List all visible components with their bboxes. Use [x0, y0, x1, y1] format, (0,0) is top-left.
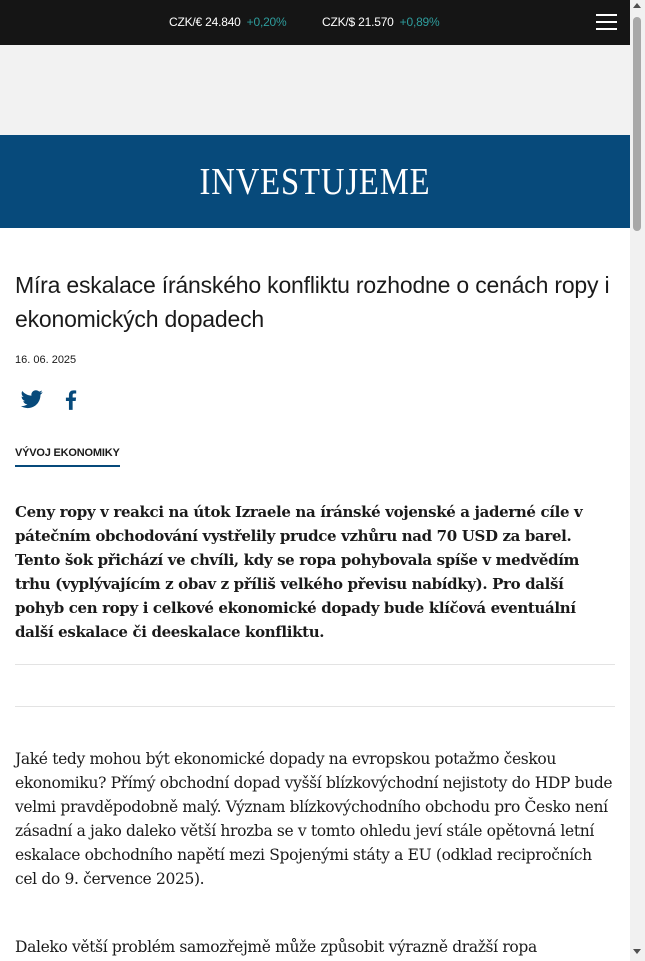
scrollbar[interactable] — [630, 0, 645, 961]
scrollbar-thumb[interactable] — [633, 17, 641, 231]
article-paragraph: Daleko větší problém samozřejmě může způsobit výrazně dražší ropa — [15, 938, 537, 956]
ticker-eur[interactable] — [169, 15, 287, 29]
ticker-usd-change: +0,89% — [399, 15, 440, 29]
divider — [15, 664, 615, 665]
category-tag[interactable]: VÝVOJ EKONOMIKY — [15, 447, 120, 467]
article-date: 16. 06. 2025 — [15, 354, 77, 366]
hamburger-menu-icon[interactable] — [596, 14, 617, 31]
scroll-down-arrow-icon[interactable] — [633, 949, 641, 954]
ticker-eur-label: CZK/€ 24.840 — [169, 15, 241, 29]
article-lead: Ceny ropy v reakci na útok Izraele na íránské vojenské a jaderné cíle v pátečním obchodování vystřelily prudce vzhůru nad 70 USD za barel. Tento šok přichází ve chvíli, kdy se ropa pohybovala spíše v medvědím trhu (vyplývajícím z obav z příliš velkého převisu nabídky). Pro další pohyb cen ropy i celkové ekonomické dopady bude klíčová eventuální další eskalace či deeskalace konfliktu. — [15, 503, 583, 641]
twitter-icon[interactable] — [20, 386, 46, 412]
scroll-up-arrow-icon[interactable] — [633, 3, 641, 8]
divider — [15, 706, 615, 707]
facebook-icon[interactable] — [58, 386, 84, 412]
site-logo[interactable]: INVESTUJEME — [199, 161, 431, 203]
ticker-usd-label: CZK/$ 21.570 — [322, 15, 394, 29]
ticker-usd[interactable] — [322, 15, 440, 29]
ticker-eur-change: +0,20% — [246, 15, 287, 29]
ad-placeholder — [0, 45, 630, 135]
article-title: Míra eskalace íránského konfliktu rozhodne o cenách ropy i ekonomických dopadech — [15, 272, 610, 332]
top-ticker-bar — [0, 0, 630, 45]
article-paragraph: Jaké tedy mohou být ekonomické dopady na evropskou potažmo českou ekonomiku? Přímý obchodní dopad vyšší blízkovýchodní nejistoty do HDP bude velmi pravděpodobně malý. Význam blízkovýchodního obchodu pro Česko není zásadní a jako daleko větší hrozba se v tomto ohledu jeví stále opětovná letní eskalace obchodního napětí mezi Spojenými státy a EU (odklad recipročních cel do 9. července 2025). — [15, 750, 613, 888]
